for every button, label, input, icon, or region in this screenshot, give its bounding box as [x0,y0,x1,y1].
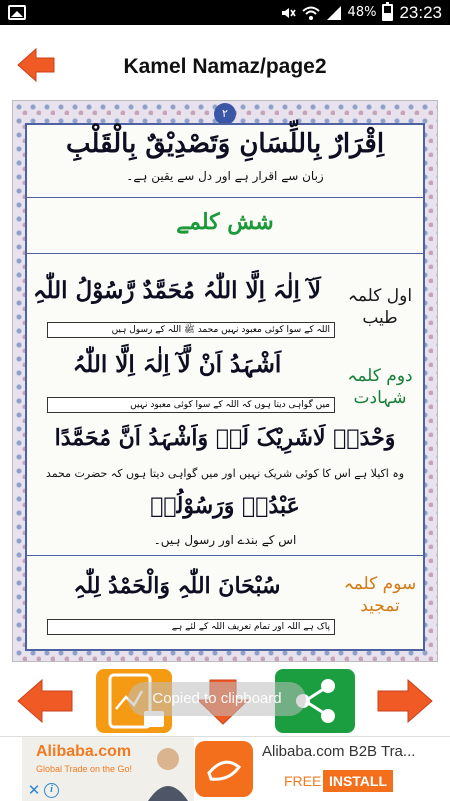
ad-free-label: FREE [284,773,322,789]
divider [27,253,423,254]
ad-tagline: Global Trade on the Go! [36,764,133,774]
battery-icon [382,4,393,21]
kalma-1-arabic: لَآ اِلٰہَ اِلَّا اللّٰہُ مُحَمَّدٌ رَّسُوْلُ اللّٰہِ [32,277,322,304]
wifi-icon [302,5,320,21]
kalma-3b-urdu: پاک ہے اللہ اور تمام تعریف اللہ کے لئے ہے [47,619,335,635]
kalma-1-urdu: اللہ کے سوا کوئی معبود نہیں محمد ﷺ اللہ کے رسول ہیں [47,322,335,338]
section-title: شش کلمے [176,209,274,235]
page-number: ٢ [214,103,236,125]
kalma-2-label: دوم کلمہ شہادت [347,366,413,408]
image-notification-icon [8,5,26,20]
ad-close-icon[interactable]: ✕ [27,782,41,799]
ad-install-button[interactable]: INSTALL [323,770,393,792]
bottom-nav [0,664,450,736]
kalma-3b-arabic: سُبْحَانَ اللّٰہِ وَالْحَمْدُ لِلّٰہِ [73,573,281,599]
kalma-3-arabic: اِقْرَارٌ بِاللِّسَانِ وَتَصْدِيْقٌ بِالْقَلْبِ [65,129,385,159]
alibaba-logo-icon [195,741,253,797]
page-content [25,123,425,651]
kalma-2-urdu-3: اس کے بندے اور رسول ہیں۔ [153,533,297,547]
book-page-image [12,100,438,662]
status-bar [0,0,450,25]
mute-icon [280,5,296,21]
kalma-2-arabic-3: عَبْدُہٗ وَرَسُوْلُہٗ [150,493,300,519]
kalma-1-label: اول کلمہ طیب [347,286,413,328]
prev-page-button[interactable] [16,678,74,724]
clock: 23:23 [399,2,442,22]
person-icon [142,743,194,801]
battery-percent: 48% [347,5,377,20]
ad-title: Alibaba.com B2B Tra... [262,743,416,760]
next-page-button[interactable] [376,678,434,724]
toast-message: Copied to clipboard [128,682,306,716]
page-title: Kamel Namaz/page2 [123,55,327,78]
ad-info-icon[interactable]: i [44,783,59,798]
kalma-2-arabic-2: وَحْدَہٗ لَاشَرِیْکَ لَہٗ وَاَشْہَدُ اَنَّ مُحَمَّدًا [54,425,396,451]
app-header [0,25,450,105]
signal-icon [326,5,342,21]
status-icons [280,0,442,25]
divider [27,197,423,198]
kalma-2-urdu-1: میں گواہی دیتا ہوں کہ اللہ کے سوا کوئی معبود نہیں [47,397,335,413]
kalma-3b-label: سوم کلمہ تمجید [343,574,417,616]
ad-brand: Alibaba.com [36,743,132,760]
kalma-2-arabic-1: اَشْہَدُ اَنْ لَّآ اِلٰہَ اِلَّا اللّٰہُ [72,351,282,378]
kalma-2-urdu-2: وہ اکیلا ہے اس کا کوئی شریک نہیں اور میں گواہی دیتا ہوں کہ حضرت محمد [45,467,405,480]
ad-banner[interactable] [0,736,450,800]
kalma-3-urdu: زبان سے اقرار ہے اور دل سے یقین ہے۔ [126,169,324,183]
divider [27,555,423,556]
